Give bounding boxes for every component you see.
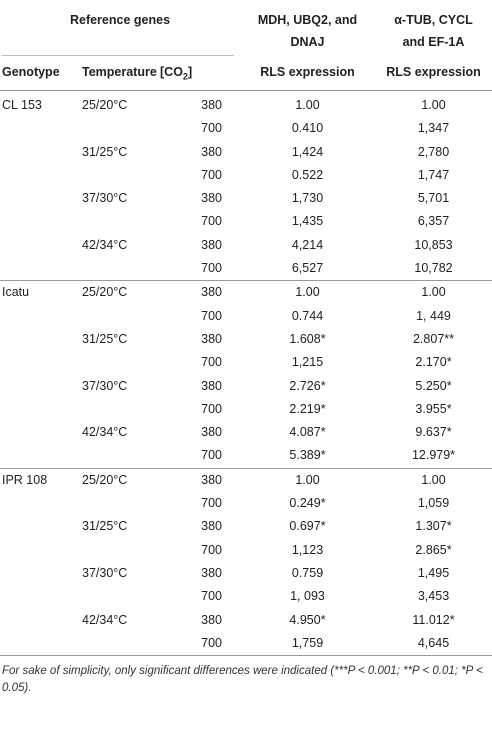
- genotype-cell: [0, 351, 80, 374]
- mdh-rls-cell: 2.219*: [289, 401, 326, 416]
- genotype-cell: [0, 305, 80, 328]
- tub-rls-cell: 11.012*: [412, 612, 455, 627]
- tub-rls-cell: 2.807**: [412, 331, 454, 346]
- tub-rls-cell: 5.250*: [415, 378, 452, 393]
- mdh-rls-cell: 5.389*: [289, 448, 326, 463]
- co2-cell: 380: [201, 612, 222, 627]
- temperature-cell: 31/25°C: [82, 144, 128, 159]
- temperature-cell: 42/34°C: [82, 425, 128, 440]
- mdh-rls-cell: 4.087*: [289, 425, 326, 440]
- reference-genes-header: Reference genes: [69, 13, 171, 27]
- reference-genes-rule: [2, 55, 234, 56]
- tub-rls-cell: 1.00: [421, 98, 446, 112]
- genotype-cell: [0, 328, 80, 351]
- temperature-cell: 31/25°C: [82, 331, 128, 346]
- mdh-rls-cell: 1.00: [295, 98, 320, 112]
- tub-rls-cell: 10,782: [414, 261, 453, 276]
- tub-rls-cell: 1,059: [417, 496, 450, 511]
- tub-rls-cell: 2,780: [417, 144, 450, 159]
- table-row: [0, 117, 492, 140]
- temperature-cell: 25/20°C: [82, 98, 128, 112]
- table-body: [0, 91, 492, 656]
- temperature-cell: [80, 117, 160, 140]
- mdh-group-header: [240, 0, 375, 53]
- tub-rls-cell: 9.637*: [415, 425, 452, 440]
- temperature-cell: 37/30°C: [82, 191, 128, 206]
- co2-cell: 700: [160, 632, 240, 656]
- table-row: [0, 609, 492, 632]
- tub-rls-cell: 1,347: [417, 121, 450, 136]
- genotype-cell: [0, 609, 80, 632]
- table-row: [0, 421, 492, 444]
- mdh-rls-cell: 1,435: [291, 214, 324, 229]
- genotype-cell: [0, 398, 80, 421]
- temperature-cell: [80, 632, 160, 656]
- temperature-cell: [80, 444, 160, 468]
- table-row: [0, 305, 492, 328]
- table-row: [0, 234, 492, 257]
- co2-cell: 700: [201, 261, 222, 276]
- mdh-rls-cell: 4,214: [291, 237, 324, 252]
- co2-cell: 700: [201, 214, 222, 229]
- table-row: [0, 539, 492, 562]
- co2-cell: 700: [201, 355, 222, 370]
- mdh-rls-cell: 1,215: [291, 355, 324, 370]
- temperature-cell: [80, 539, 160, 562]
- genotype-cell: [0, 164, 80, 187]
- tub-rls-cell: 5,701: [417, 191, 450, 206]
- temperature-cell: [80, 351, 160, 374]
- mdh-rls-cell: 0.522: [291, 167, 324, 182]
- co2-cell: 380: [201, 378, 222, 393]
- co2-cell: 380: [201, 98, 222, 112]
- co2-cell: 700: [201, 308, 222, 323]
- temperature-cell: [80, 164, 160, 187]
- temperature-cell: [80, 398, 160, 421]
- table-row: [0, 515, 492, 538]
- temperature-cell: [80, 210, 160, 233]
- co2-cell: 380: [201, 144, 222, 159]
- tub-rls-cell: 3,453: [417, 589, 450, 604]
- mdh-rls-cell: 1.00: [240, 468, 375, 492]
- temperature-cell: [80, 492, 160, 515]
- mdh-rls-cell: 4.950*: [289, 612, 326, 627]
- co2-cell: 380: [201, 237, 222, 252]
- tub-rls-cell: 3.955*: [415, 401, 452, 416]
- table-row: [0, 141, 492, 164]
- mdh-rls-cell: 0.744: [291, 308, 324, 323]
- genotype-cell: [0, 187, 80, 210]
- tub-rls-cell: 1,495: [417, 565, 450, 580]
- mdh-rls-cell: 1, 093: [290, 589, 325, 604]
- genotype-cell: [0, 515, 80, 538]
- header-row-columns: [0, 53, 492, 91]
- genotype-cell: [0, 632, 80, 656]
- genotype-cell: [0, 421, 80, 444]
- table-row: [0, 468, 492, 492]
- temperature-cell: [80, 257, 160, 281]
- co2-cell: 380: [201, 519, 222, 534]
- co2-cell: 700: [201, 496, 222, 511]
- genotype-cell: [0, 492, 80, 515]
- co2-cell: 380: [201, 191, 222, 206]
- co2-cell: 380: [160, 468, 240, 492]
- table-row: [0, 91, 492, 118]
- co2-cell: 700: [201, 121, 222, 136]
- mdh-rls-cell: 0.410: [291, 121, 324, 136]
- genotype-cell: [0, 117, 80, 140]
- mdh-rls-cell: 1,123: [291, 542, 324, 557]
- genotype-cell: [0, 375, 80, 398]
- temperature-header: Temperature: [80, 53, 160, 91]
- genotype-cell: [0, 234, 80, 257]
- tub-rls-cell: 2.865*: [415, 542, 452, 557]
- table-row: [0, 585, 492, 608]
- genotype-header: Genotype: [0, 53, 80, 91]
- mdh-rls-cell: 1,424: [291, 144, 324, 159]
- tub-rls-cell: 1.00: [375, 281, 492, 305]
- genotype-cell: [0, 257, 80, 281]
- genotype-cell: Icatu: [0, 281, 80, 305]
- co2-cell: 380: [201, 331, 222, 346]
- table-row: [0, 444, 492, 468]
- co2-cell: 700: [201, 589, 222, 604]
- tub-group-label: α-TUB, CYCL and EF-1A: [394, 13, 473, 49]
- table-row: [0, 328, 492, 351]
- table-row: [0, 164, 492, 187]
- tub-rls-cell: 4,645: [375, 632, 492, 656]
- table-row: [0, 351, 492, 374]
- mdh-rls-cell: 2.726*: [289, 378, 326, 393]
- tub-group-header: [375, 0, 492, 53]
- tub-rls-cell: 1.307*: [415, 519, 452, 534]
- table-row: [0, 398, 492, 421]
- mdh-rls-cell: 1,730: [291, 191, 324, 206]
- header-row-genes: [0, 0, 492, 53]
- table-row: [0, 492, 492, 515]
- genotype-cell: [0, 585, 80, 608]
- co2-cell: 700: [201, 448, 222, 463]
- genotype-cell: [0, 539, 80, 562]
- mdh-rls-cell: 1.608*: [289, 331, 326, 346]
- co2-cell: 380: [160, 281, 240, 305]
- table-footnote: For sake of simplicity, only significant differences were indicated (***P < 0.001; **P < 0.01; *P < 0.05).: [2, 665, 483, 695]
- mdh-rls-cell: 1,759: [240, 632, 375, 656]
- tub-rls-cell: 2.170*: [415, 355, 452, 370]
- co2-header-close: ]: [187, 64, 193, 79]
- mdh-rls-cell: 0.249*: [289, 496, 326, 511]
- temperature-cell: 42/34°C: [82, 612, 128, 627]
- temperature-cell: 31/25°C: [82, 519, 128, 534]
- co2-header-text: [CO: [160, 64, 183, 79]
- table-row: [0, 187, 492, 210]
- temperature-cell: [80, 585, 160, 608]
- table-row: [0, 632, 492, 656]
- mdh-rls-cell: 1.00: [240, 281, 375, 305]
- table-row: [0, 281, 492, 305]
- temperature-cell: 25/20°C: [80, 468, 160, 492]
- genotype-cell: IPR 108: [0, 468, 80, 492]
- tub-rls-cell: 1.00: [375, 468, 492, 492]
- mdh-group-label: MDH, UBQ2, and DNAJ: [257, 13, 358, 49]
- mdh-rls-cell: 0.697*: [289, 519, 326, 534]
- tub-rls-cell: 10,853: [414, 237, 453, 252]
- table-row: [0, 562, 492, 585]
- temperature-cell: 37/30°C: [82, 565, 128, 580]
- genotype-cell: [0, 141, 80, 164]
- table-row: [0, 257, 492, 281]
- co2-cell: 700: [201, 401, 222, 416]
- tub-rls-cell: 1,747: [417, 167, 450, 182]
- genotype-cell: CL 153: [2, 98, 42, 112]
- co2-cell: 700: [201, 542, 222, 557]
- temperature-cell: [80, 305, 160, 328]
- genotype-cell: [0, 444, 80, 468]
- co2-header: [160, 53, 240, 91]
- mdh-rls-cell: 6,527: [291, 261, 324, 276]
- temperature-cell: 42/34°C: [82, 237, 128, 252]
- table-row: [0, 210, 492, 233]
- genotype-cell: [0, 210, 80, 233]
- temperature-cell: 25/20°C: [80, 281, 160, 305]
- co2-cell: 380: [201, 425, 222, 440]
- tub-rls-cell: 6,357: [417, 214, 450, 229]
- temperature-cell: 37/30°C: [82, 378, 128, 393]
- co2-subscript: 2: [182, 71, 188, 81]
- genotype-cell: [0, 562, 80, 585]
- tub-rls-cell: 12.979*: [411, 448, 456, 463]
- mdh-rls-cell: 0.759: [291, 565, 324, 580]
- co2-cell: 700: [201, 167, 222, 182]
- tub-rls-cell: 1, 449: [416, 308, 451, 323]
- co2-cell: 380: [201, 565, 222, 580]
- rls-header-tub: RLS expression: [375, 53, 492, 91]
- rls-header-mdh: RLS expression: [240, 53, 375, 91]
- table-row: [0, 375, 492, 398]
